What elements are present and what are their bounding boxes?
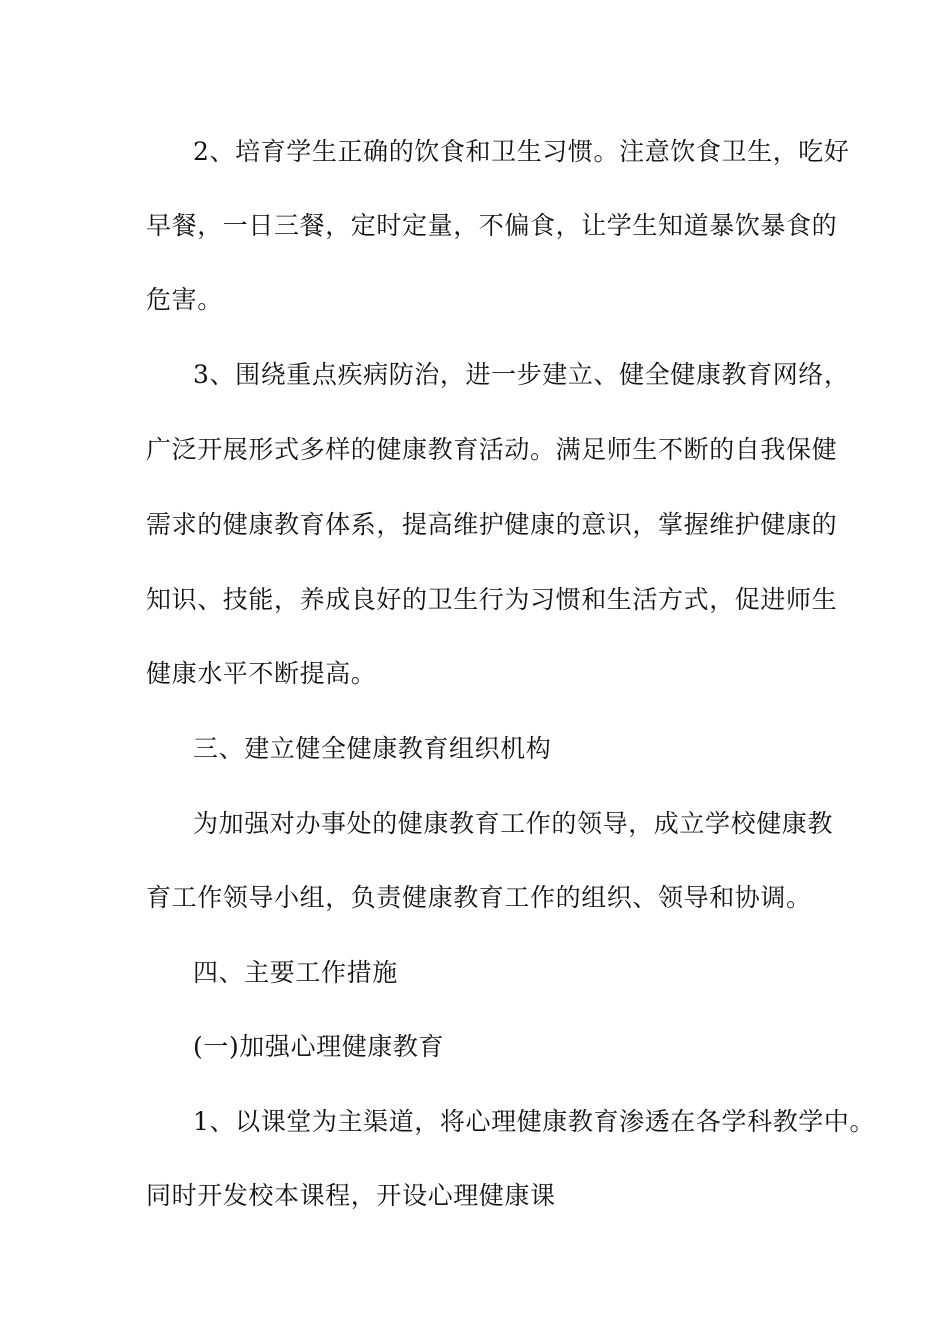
paragraph-2-line-1: 2、培育学生正确的饮食和卫生习惯。注意饮食卫生，吃好 <box>193 137 850 166</box>
paragraph-2-line-2: 早餐，一日三餐，定时定量，不偏食，让学生知道暴饮暴食的 <box>146 211 838 240</box>
paragraph-3-line-5: 健康水平不断提高。 <box>146 659 377 688</box>
paragraph-3-line-4: 知识、技能，养成良好的卫生行为习惯和生活方式，促进师生 <box>146 585 838 614</box>
paragraph-3-line-2: 广泛开展形式多样的健康教育活动。满足师生不断的自我保健 <box>146 435 838 464</box>
paragraph-org-line-1: 为加强对办事处的健康教育工作的领导，成立学校健康教 <box>193 809 834 838</box>
paragraph-org-line-2: 育工作领导小组，负责健康教育工作的组织、领导和协调。 <box>146 883 812 912</box>
section-heading-4: 四、主要工作措施 <box>193 958 398 987</box>
paragraph-measure-line-2: 同时开发校本课程，开设心理健康课 <box>146 1181 556 1210</box>
paragraph-3-line-1: 3、围绕重点疾病防治，进一步建立、健全健康教育网络， <box>193 360 850 389</box>
paragraph-3-line-3: 需求的健康教育体系，提高维护健康的意识，掌握维护健康的 <box>146 510 838 539</box>
paragraph-measure-line-1: 1、以课堂为主渠道，将心理健康教育渗透在各学科教学中。 <box>193 1107 876 1136</box>
section-heading-3: 三、建立健全健康教育组织机构 <box>193 734 552 763</box>
paragraph-2-line-3: 危害。 <box>146 285 223 314</box>
subsection-heading-1: (一)加强心理健康教育 <box>193 1032 445 1061</box>
